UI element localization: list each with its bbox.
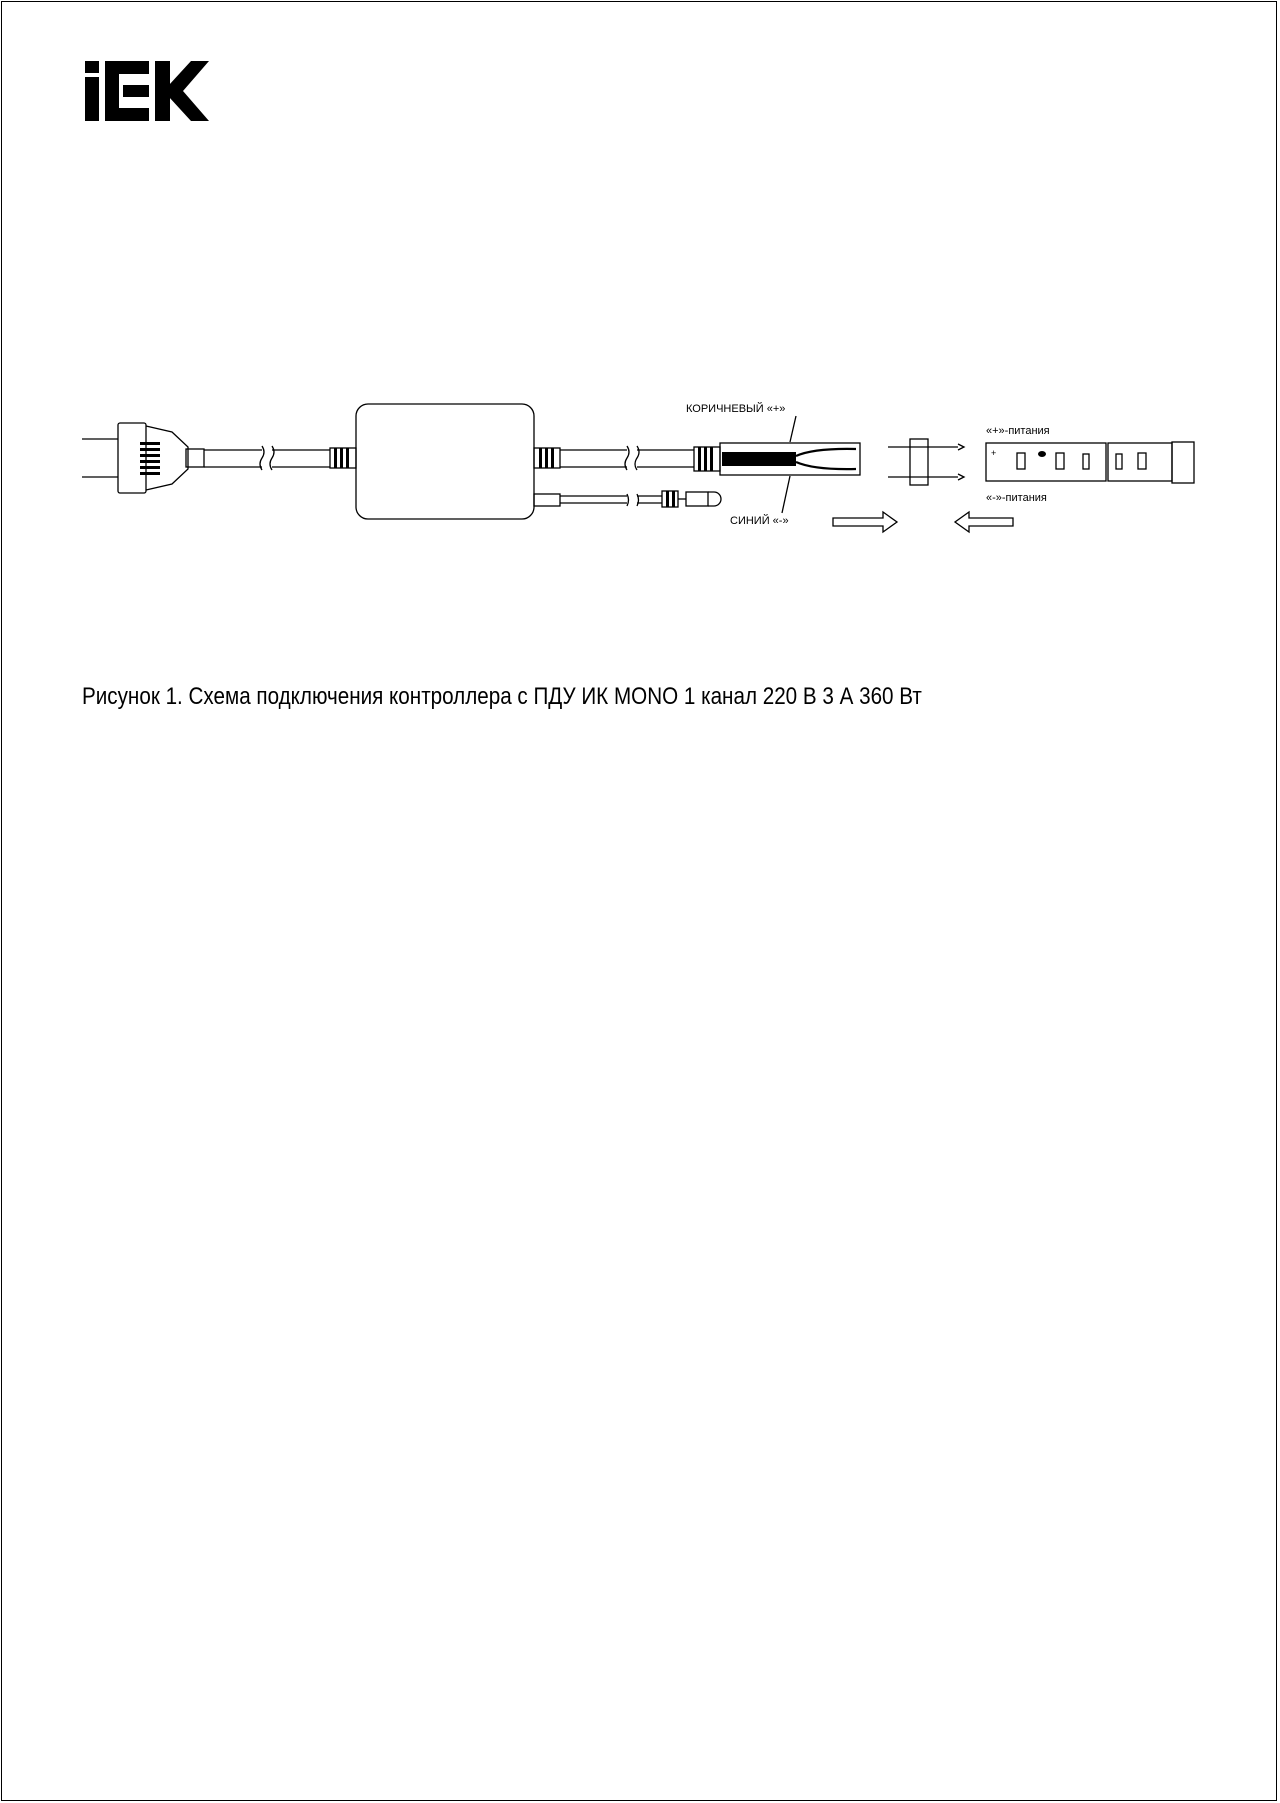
page-frame — [1, 1, 1277, 1801]
connection-diagram — [0, 390, 1280, 550]
label-brown-plus: КОРИЧНЕВЫЙ «+» — [686, 403, 786, 415]
pin-connector — [888, 439, 964, 485]
label-plus-power: «+»-питания — [986, 425, 1050, 437]
controller-box — [356, 404, 534, 519]
plug-icon — [82, 423, 204, 493]
ir-sensor — [560, 491, 721, 507]
led-strip — [986, 442, 1194, 483]
mains-cable — [204, 446, 330, 470]
figure-caption: Рисунок 1. Схема подключения контроллера с ПДУ ИК MONO 1 канал 220 В 3 А 360 Вт — [82, 683, 922, 710]
arrow-right-icon — [833, 512, 897, 532]
label-minus-power: «-»-питания — [986, 492, 1047, 504]
iek-logo — [85, 61, 210, 121]
arrow-left-icon — [955, 512, 1013, 532]
strip-plus-mark: + — [991, 448, 997, 458]
label-blue-minus: СИНИЙ «-» — [730, 515, 789, 527]
